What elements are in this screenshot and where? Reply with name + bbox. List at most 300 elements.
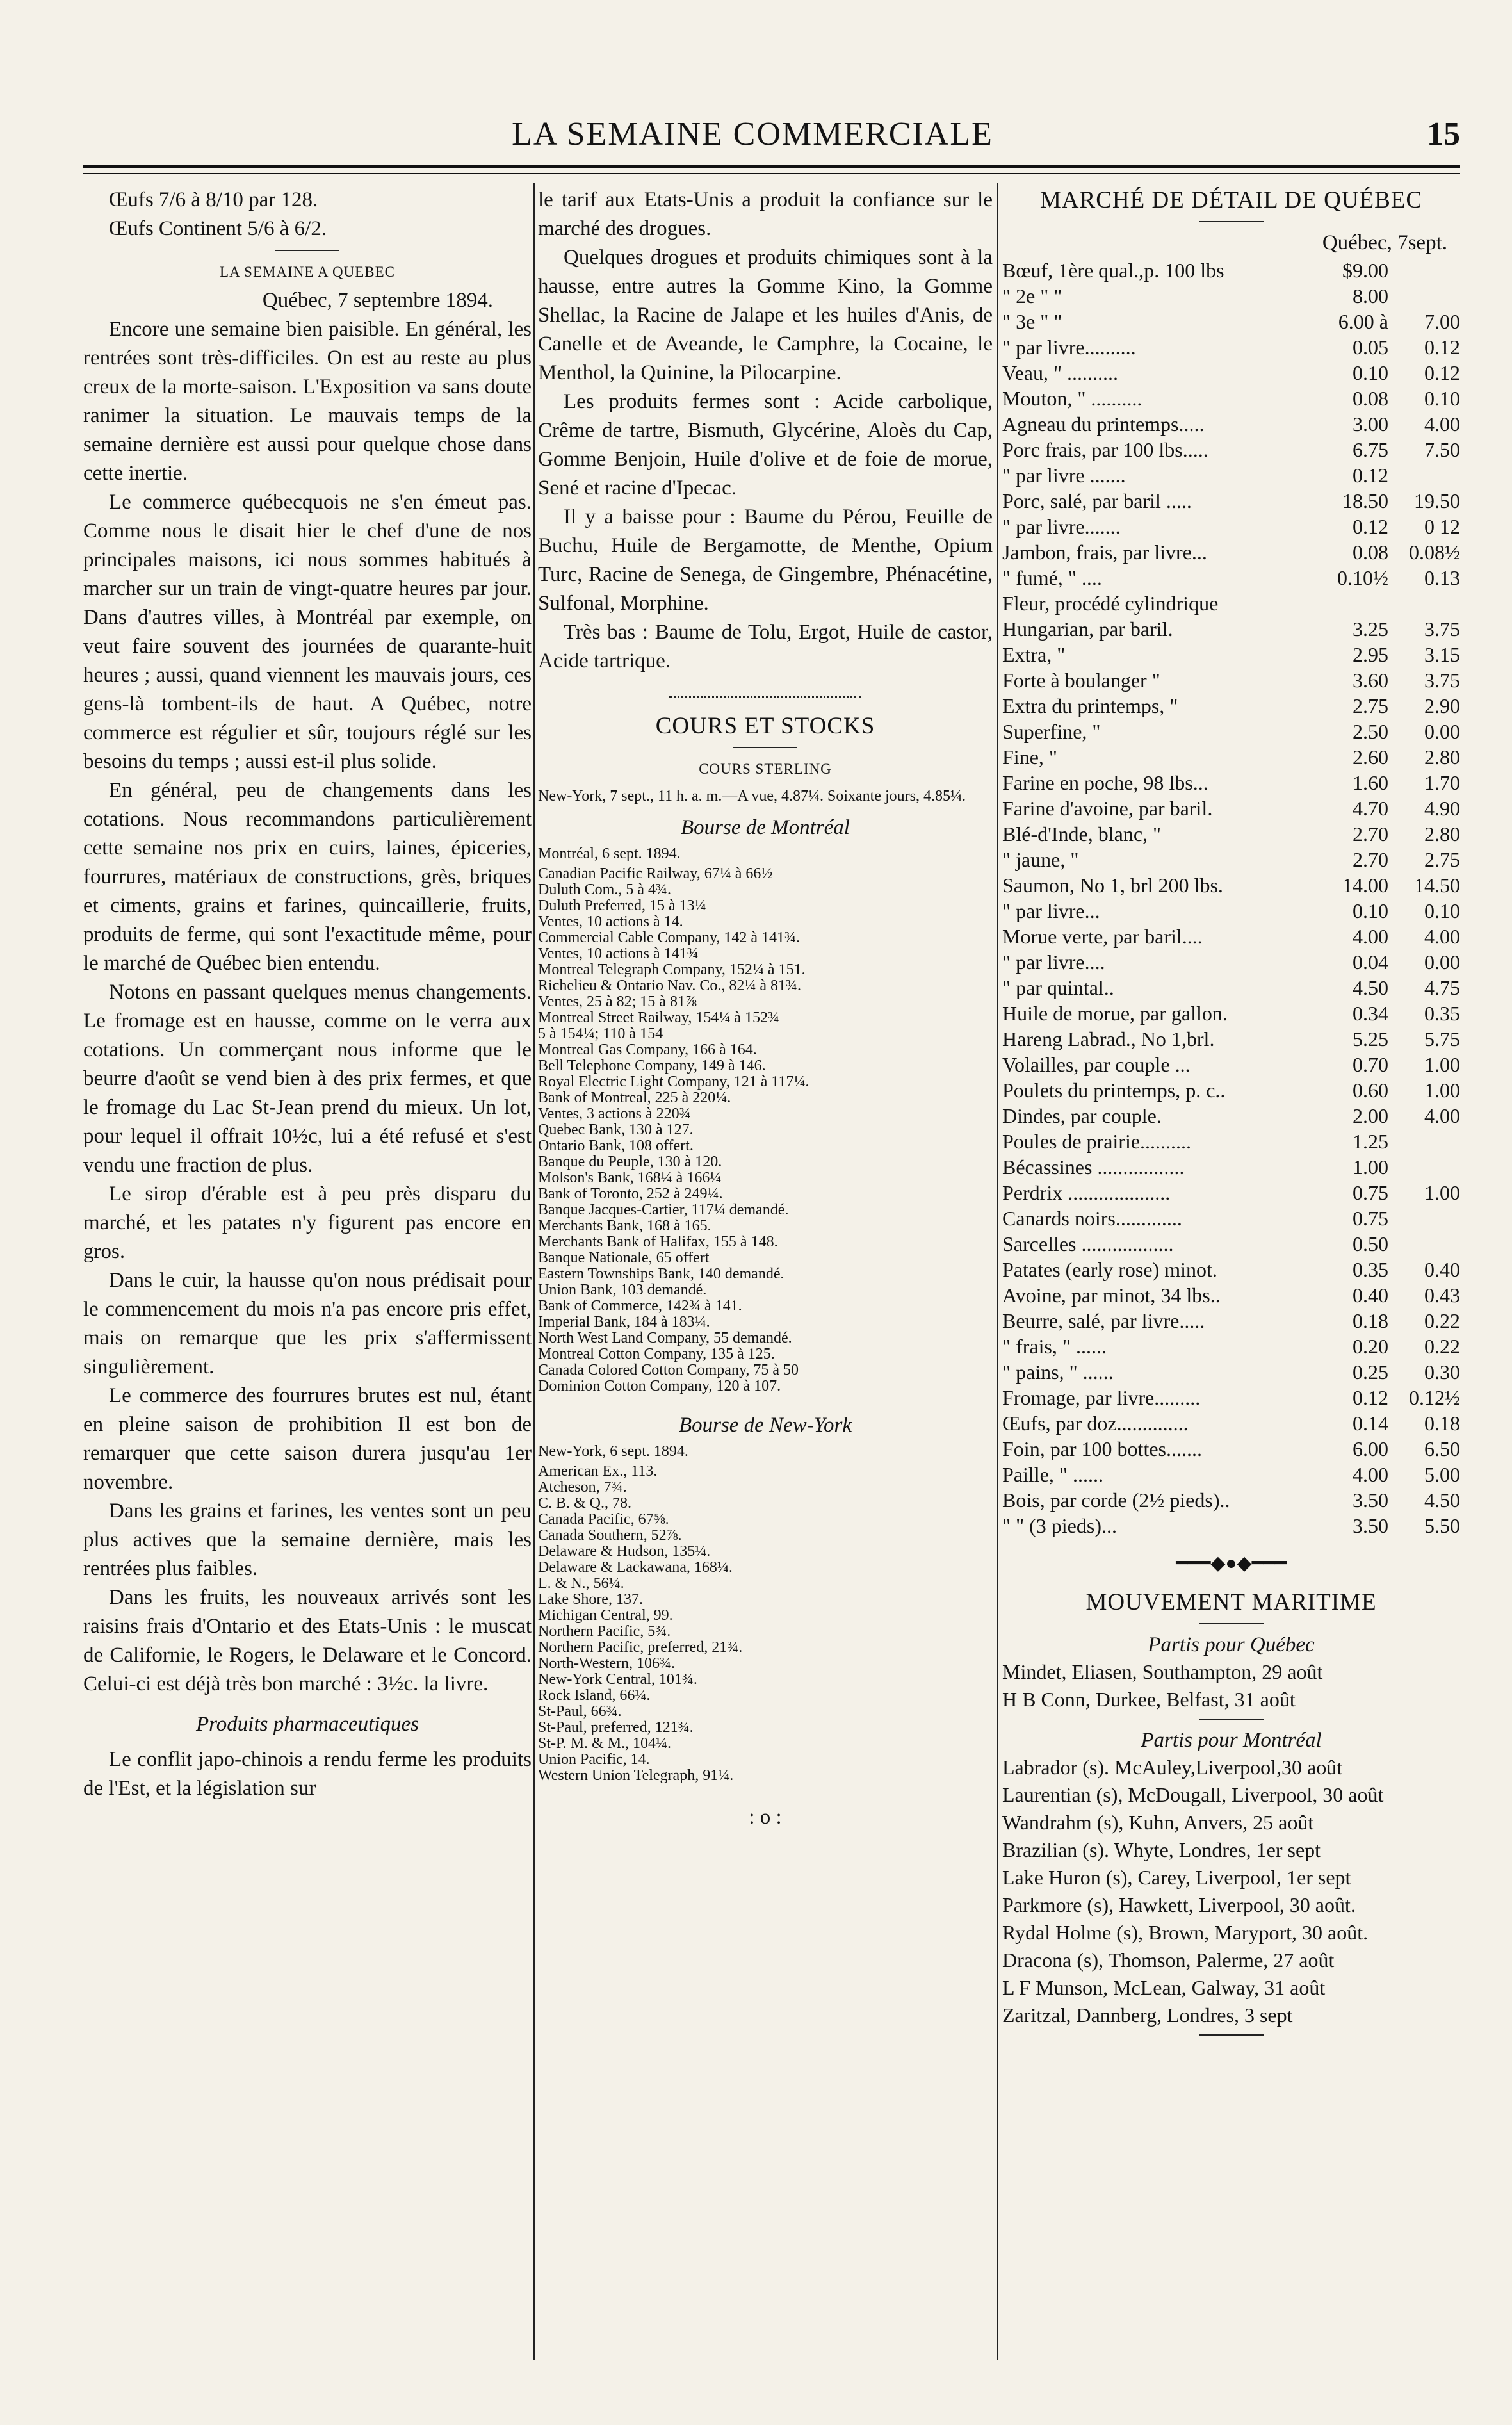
quote-line: American Ex., 113.	[538, 1463, 658, 1480]
price-row	[1002, 872, 1460, 898]
price-low: 0.60	[1353, 1079, 1388, 1102]
subsection-heading: COURS STERLING	[699, 761, 832, 777]
quote-line: Dominion Cotton Company, 120 à 107.	[538, 1378, 781, 1394]
price-low: 0.70	[1353, 1053, 1388, 1076]
price-low: 1.00	[1353, 1155, 1388, 1179]
quote-line: Banque Jacques-Cartier, 117¼ demandé.	[538, 1202, 789, 1218]
price-row	[1002, 565, 1460, 591]
price-row	[1002, 1487, 1460, 1513]
price-row	[1002, 770, 1460, 796]
price-item: Hungarian, par baril.	[1002, 617, 1173, 641]
price-row	[1002, 924, 1460, 949]
price-row	[1002, 975, 1460, 1000]
quote-line: Rock Island, 66¼.	[538, 1687, 651, 1704]
quote-line: Montreal Gas Company, 166 à 164.	[538, 1041, 757, 1058]
price-row	[1002, 1205, 1460, 1231]
paragraph: Il y a baisse pour : Baume du Pérou, Feuille de Buchu, Huile de Bergamotte, de Menthe, Opium Turc, Racine de Senega, de Gingembre, Phénacétine, Sulfonal, Morphine.	[538, 505, 993, 615]
quote-line: Montreal Street Railway, 154¼ à 152¾	[538, 1009, 780, 1026]
price-low: 0.50	[1353, 1232, 1388, 1255]
price-high	[1388, 1154, 1460, 1180]
price-item: Bois, par corde (2½ pieds)..	[1002, 1489, 1230, 1512]
price-row	[1002, 898, 1460, 924]
quote-line: Michigan Central, 99.	[538, 1607, 673, 1624]
column-1	[83, 186, 532, 1803]
quote-line: Bank of Montreal, 225 à 220¼.	[538, 1090, 731, 1106]
price-row	[1002, 488, 1460, 514]
price-high	[1388, 257, 1460, 283]
quote-line: Northern Pacific, preferred, 21¾.	[538, 1639, 743, 1656]
price-item: " par livre....	[1002, 951, 1105, 974]
quote-line: Richelieu & Ontario Nav. Co., 82¼ à 81¾.	[538, 977, 802, 994]
quote-line: Merchants Bank, 168 à 165.	[538, 1218, 711, 1234]
quote-line: North West Land Company, 55 demandé.	[538, 1330, 792, 1346]
sterling-text: New-York, 7 sept., 11 h. a. m.—A vue, 4.87¼. Soixante jours, 4.85¼.	[538, 788, 966, 804]
price-item: Forte à boulanger "	[1002, 669, 1160, 692]
subheading: Partis pour Québec	[1148, 1633, 1315, 1656]
column-3	[1002, 186, 1460, 2042]
price-item: Poulets du printemps, p. c..	[1002, 1079, 1226, 1102]
price-low: 3.50	[1353, 1489, 1388, 1512]
price-low: 2.60	[1353, 746, 1388, 769]
price-low: 0.10	[1353, 899, 1388, 922]
section-rule	[733, 747, 797, 748]
quote-line: Atcheson, 7¾.	[538, 1479, 627, 1496]
page-number: 15	[1427, 116, 1460, 152]
price-row	[1002, 1180, 1460, 1205]
price-low: 0.05	[1353, 336, 1388, 359]
price-low: 6.75	[1353, 438, 1388, 461]
price-low: 0.12	[1353, 515, 1388, 538]
price-row	[1002, 1257, 1460, 1282]
price-item: Morue verte, par baril....	[1002, 925, 1203, 948]
ornament-rule: ━━━◆●◆━━━	[1176, 1553, 1287, 1574]
ship-entry: Laurentian (s), McDougall, Liverpool, 30 août	[1002, 1783, 1384, 1806]
price-row	[1002, 539, 1460, 565]
price-low: 0.04	[1353, 951, 1388, 974]
price-row	[1002, 462, 1460, 488]
price-low: 6.00	[1353, 1437, 1388, 1460]
price-item: " 2e " "	[1002, 284, 1062, 307]
price-high: 7.00	[1424, 310, 1460, 333]
price-high: 0.22	[1424, 1309, 1460, 1332]
sterling-block	[538, 788, 993, 804]
paragraph: Les produits fermes sont : Acide carbolique, Crême de tartre, Bismuth, Glycérine, Aloès du Cap, Gomme Benjoin, Huile d'olive et de foie de morue, Sené et racine d'Ipecac.	[538, 390, 993, 500]
section-rule	[1199, 1623, 1264, 1624]
price-row	[1002, 616, 1460, 642]
quote-line: North-Western, 106¾.	[538, 1655, 676, 1672]
price-low: 8.00	[1353, 284, 1388, 307]
ship-entry: Wandrahm (s), Kuhn, Anvers, 25 août	[1002, 1811, 1314, 1834]
quote-line: Ventes, 10 actions à 14.	[538, 913, 683, 930]
price-high: 0.12½	[1409, 1386, 1460, 1409]
price-item: Dindes, par couple.	[1002, 1104, 1162, 1127]
price-low: 0.08	[1353, 541, 1388, 564]
price-high: 4.90	[1424, 797, 1460, 820]
price-high: 1.70	[1424, 771, 1460, 794]
price-row	[1002, 360, 1460, 386]
price-row	[1002, 1282, 1460, 1308]
quote-line: Union Bank, 103 demandé.	[538, 1282, 707, 1298]
quote-line: Eastern Townships Bank, 140 demandé.	[538, 1266, 784, 1282]
price-item: " jaune, "	[1002, 848, 1079, 871]
paragraph: Le conflit japo-chinois a rendu ferme les produits de l'Est, et la législation sur	[83, 1748, 532, 1800]
ship-entry: Zaritzal, Dannberg, Londres, 3 sept	[1002, 2004, 1293, 2027]
paragraph: Dans le cuir, la hausse qu'on nous prédisait pour le commencement du mois n'a pas encore pris effet, mais on remarque que les prix s'affermissent singulièrement.	[83, 1269, 532, 1378]
subheading: Produits pharmaceutiques	[196, 1713, 419, 1736]
section-rule	[1199, 2034, 1264, 2036]
price-low: 0.20	[1353, 1335, 1388, 1358]
section-heading: LA SEMAINE A QUEBEC	[220, 264, 395, 280]
price-high: 0.18	[1424, 1412, 1460, 1435]
price-item: Perdrix ....................	[1002, 1181, 1171, 1204]
price-item: Foin, par 100 bottes.......	[1002, 1437, 1202, 1460]
quote-line: C. B. & Q., 78.	[538, 1495, 632, 1512]
price-row	[1002, 642, 1460, 667]
price-item: " par livre.......	[1002, 515, 1121, 538]
price-row	[1002, 847, 1460, 872]
price-low: 3.60	[1353, 669, 1388, 692]
price-low: 2.50	[1353, 720, 1388, 743]
price-high: 5.75	[1424, 1027, 1460, 1050]
price-high: 4.75	[1424, 976, 1460, 999]
price-row	[1002, 1000, 1460, 1026]
price-high: 2.90	[1424, 694, 1460, 717]
price-item: " pains, " ......	[1002, 1360, 1114, 1384]
price-row	[1002, 796, 1460, 821]
price-high: 4.50	[1424, 1489, 1460, 1512]
quote-line: Western Union Telegraph, 91¼.	[538, 1767, 734, 1784]
price-high: 5.50	[1424, 1514, 1460, 1537]
price-row	[1002, 591, 1460, 616]
price-high	[1388, 591, 1460, 616]
price-low: 14.00	[1342, 874, 1388, 897]
quote-line: Montreal Cotton Company, 135 à 125.	[538, 1346, 775, 1362]
oeufs-line-1: Œufs 7/6 à 8/10 par 128.	[109, 188, 318, 211]
price-low: 0.10	[1353, 361, 1388, 384]
ship-entry: Brazilian (s). Whyte, Londres, 1er sept	[1002, 1838, 1321, 1861]
price-item: Farine en poche, 98 lbs...	[1002, 771, 1208, 794]
subheading: Bourse de Montréal	[681, 816, 850, 839]
price-high: 1.00	[1424, 1181, 1460, 1204]
price-item: Poules de prairie..........	[1002, 1130, 1192, 1153]
price-low: 2.00	[1353, 1104, 1388, 1127]
quote-line: Delaware & Lackawana, 168¼.	[538, 1559, 733, 1576]
price-low: 0.35	[1353, 1258, 1388, 1281]
section-heading: COURS ET STOCKS	[655, 713, 875, 739]
quote-line: Bank of Toronto, 252 à 249¼.	[538, 1186, 723, 1202]
quote-line: St-Paul, preferred, 121¾.	[538, 1719, 694, 1736]
price-row	[1002, 386, 1460, 411]
price-high: 0.08½	[1409, 541, 1460, 564]
quote-line: Bank of Commerce, 142¾ à 141.	[538, 1298, 742, 1314]
wavy-rule	[669, 690, 861, 698]
price-high: 4.00	[1424, 925, 1460, 948]
quote-line: Banque du Peuple, 130 à 120.	[538, 1154, 722, 1170]
price-low: 2.95	[1353, 643, 1388, 666]
price-item: Huile de morue, par gallon.	[1002, 1002, 1228, 1025]
quote-line: Duluth Com., 5 à 4¾.	[538, 881, 671, 898]
ship-entry: Lake Huron (s), Carey, Liverpool, 1er sept	[1002, 1866, 1351, 1889]
price-item: Extra, "	[1002, 643, 1066, 666]
price-high: 0.00	[1424, 951, 1460, 974]
price-low: 18.50	[1342, 489, 1388, 512]
price-row	[1002, 309, 1460, 334]
column-divider-1	[533, 183, 535, 2360]
price-high: 5.00	[1424, 1463, 1460, 1486]
ship-entry: Labrador (s). McAuley,Liverpool,30 août	[1002, 1756, 1343, 1779]
ship-entry: Dracona (s), Thomson, Palerme, 27 août	[1002, 1948, 1335, 1972]
price-item: " par livre...	[1002, 899, 1100, 922]
price-high: 3.15	[1424, 643, 1460, 666]
price-item: Canards noirs.............	[1002, 1207, 1182, 1230]
price-high	[1388, 1129, 1460, 1154]
paragraph: Dans les fruits, les nouveaux arrivés sont les raisins frais d'Ontario et des Etats-Unis : le muscat de Californie, le Rogers, le Delaware et le Concord. Celui-ci est déjà très bon marché : 3½c. la livre.	[83, 1586, 532, 1695]
price-low: 4.00	[1353, 1463, 1388, 1486]
quote-line: St-P. M. & M., 104¼.	[538, 1735, 672, 1752]
quote-line: Ventes, 10 actions à 141¾	[538, 945, 699, 962]
price-high: 2.80	[1424, 746, 1460, 769]
paragraph: Notons en passant quelques menus changements. Le fromage est en hausse, comme on le verra aux cotations. Un commerçant nous informe que le beurre d'août se vend bien à des prix fermes, et que le fromage du Lac St-Jean prend du mieux. Un lot, pour lequel il offrait 10½c, lui a été refusé et s'est vendu une fraction de plus.	[83, 981, 532, 1177]
price-high: 0.43	[1424, 1284, 1460, 1307]
price-item: Volailles, par couple ...	[1002, 1053, 1191, 1076]
price-low: 0.12	[1353, 464, 1388, 487]
paragraph: Encore une semaine bien paisible. En général, les rentrées sont très-difficiles. On est au reste au plus creux de la morte-saison. L'Exposition va sans doute ranimer la situation. Le mauvais temps de la semaine dernière est aussi pour quelque chose dans cette inertie.	[83, 318, 532, 485]
end-mark: : o :	[749, 1806, 782, 1829]
price-low: 0.34	[1353, 1002, 1388, 1025]
price-row	[1002, 1513, 1460, 1539]
price-high: 3.75	[1424, 669, 1460, 692]
price-item: Paille, " ......	[1002, 1463, 1103, 1486]
price-low: 0.40	[1353, 1284, 1388, 1307]
price-low: $9.00	[1342, 259, 1388, 282]
price-low: 0.14	[1353, 1412, 1388, 1435]
montreal-quotes	[538, 866, 993, 1394]
price-row	[1002, 1334, 1460, 1359]
price-item: " frais, " ......	[1002, 1335, 1107, 1358]
price-high: 14.50	[1414, 874, 1460, 897]
price-item: Porc, salé, par baril .....	[1002, 489, 1192, 512]
ships-to-montreal	[1002, 1755, 1460, 2028]
price-high: 6.50	[1424, 1437, 1460, 1460]
price-low	[1317, 591, 1388, 616]
ship-entry: H B Conn, Durkee, Belfast, 31 août	[1002, 1688, 1296, 1711]
price-item: Fromage, par livre.........	[1002, 1386, 1201, 1409]
subheading: Bourse de New-York	[678, 1414, 852, 1437]
price-item: Saumon, No 1, brl 200 lbs.	[1002, 874, 1223, 897]
section-rule	[1199, 1719, 1264, 1720]
price-high: 4.00	[1424, 412, 1460, 436]
price-item: Agneau du printemps.....	[1002, 412, 1205, 436]
quote-line: Merchants Bank of Halifax, 155 à 148.	[538, 1234, 778, 1250]
price-item: " par quintal..	[1002, 976, 1114, 999]
price-row	[1002, 1129, 1460, 1154]
quote-line: Banque Nationale, 65 offert	[538, 1250, 710, 1266]
running-title: LA SEMAINE COMMERCIALE	[512, 116, 993, 152]
price-item: " par livre .......	[1002, 464, 1126, 487]
quote-line: Duluth Preferred, 15 à 13¼	[538, 897, 706, 914]
price-row	[1002, 283, 1460, 309]
price-high: 3.75	[1424, 617, 1460, 641]
quote-line: Bell Telephone Company, 149 à 146.	[538, 1057, 766, 1074]
price-high: 0.40	[1424, 1258, 1460, 1281]
paragraph: Très bas : Baume de Tolu, Ergot, Huile de castor, Acide tartrique.	[538, 621, 993, 673]
paragraph: Quelques drogues et produits chimiques sont à la hausse, entre autres la Gomme Kino, la Gomme Shellac, la Racine de Jalape et les huiles d'Anis, de Canelle et de Aveande, le Camphre, la Cocaine, le Menthol, la Quinine, la Pilocarpine.	[538, 246, 993, 384]
price-high: 0.12	[1424, 336, 1460, 359]
price-row	[1002, 1077, 1460, 1103]
price-row	[1002, 1026, 1460, 1052]
price-low: 0.08	[1353, 387, 1388, 410]
price-row	[1002, 1410, 1460, 1436]
price-row	[1002, 1359, 1460, 1385]
price-item: Bœuf, 1ère qual.,p. 100 lbs	[1002, 259, 1224, 282]
price-low: 1.25	[1353, 1130, 1388, 1153]
page-header	[45, 115, 1460, 160]
price-high	[1388, 462, 1460, 488]
price-low: 2.70	[1353, 822, 1388, 845]
price-low: 3.00	[1353, 412, 1388, 436]
quote-line: Canada Southern, 52⅞.	[538, 1527, 682, 1544]
price-high: 0.13	[1424, 566, 1460, 589]
price-row	[1002, 1308, 1460, 1334]
price-high: 0.10	[1424, 387, 1460, 410]
subheading: Partis pour Montréal	[1141, 1729, 1322, 1752]
price-high: 0.10	[1424, 899, 1460, 922]
column-divider-2	[997, 183, 998, 2360]
price-low: 2.75	[1353, 694, 1388, 717]
quote-line: Ventes, 3 actions à 220¾	[538, 1106, 691, 1122]
price-low: 0.18	[1353, 1309, 1388, 1332]
price-item: Jambon, frais, par livre...	[1002, 541, 1207, 564]
price-low: 4.00	[1353, 925, 1388, 948]
quote-line: Quebec Bank, 130 à 127.	[538, 1122, 694, 1138]
quote-line: Royal Electric Light Company, 121 à 117¼.	[538, 1074, 809, 1090]
quote-line: L. & N., 56¼.	[538, 1575, 624, 1592]
price-low: 0.75	[1353, 1207, 1388, 1230]
quote-line: Northern Pacific, 5¾.	[538, 1623, 671, 1640]
quote-line: Delaware & Hudson, 135¼.	[538, 1543, 711, 1560]
price-row	[1002, 411, 1460, 437]
price-low: 4.70	[1353, 797, 1388, 820]
price-high: 1.00	[1424, 1053, 1460, 1076]
price-row	[1002, 257, 1460, 283]
price-low: 4.50	[1353, 976, 1388, 999]
price-low: 2.70	[1353, 848, 1388, 871]
quote-line: Lake Shore, 137.	[538, 1591, 643, 1608]
price-high: 0.12	[1424, 361, 1460, 384]
price-item: Hareng Labrad., No 1,brl.	[1002, 1027, 1215, 1050]
section-heading: MARCHÉ DE DÉTAIL DE QUÉBEC	[1039, 187, 1423, 213]
price-row	[1002, 1462, 1460, 1487]
quote-line: Montreal Telegraph Company, 152¼ à 151.	[538, 961, 806, 978]
price-row	[1002, 1154, 1460, 1180]
price-high: 0.35	[1424, 1002, 1460, 1025]
ship-entry: Parkmore (s), Hawkett, Liverpool, 30 août.	[1002, 1893, 1356, 1916]
price-row	[1002, 437, 1460, 462]
price-high: 1.00	[1424, 1079, 1460, 1102]
quote-line: Ventes, 25 à 82; 15 à 81⅞	[538, 993, 697, 1010]
new-york-quotes	[538, 1464, 993, 1784]
price-item: Beurre, salé, par livre.....	[1002, 1309, 1205, 1332]
ship-entry: Rydal Holme (s), Brown, Maryport, 30 août.	[1002, 1921, 1369, 1944]
dateline: Québec, 7sept.	[1322, 231, 1447, 254]
price-item: Superfine, "	[1002, 720, 1101, 743]
price-row	[1002, 949, 1460, 975]
price-item: " par livre..........	[1002, 336, 1136, 359]
price-high: 2.75	[1424, 848, 1460, 871]
price-high	[1388, 283, 1460, 309]
quote-line: Ontario Bank, 108 offert.	[538, 1138, 694, 1154]
price-row	[1002, 1436, 1460, 1462]
paragraph: Dans les grains et farines, les ventes sont un peu plus actives que la semaine dernière, mais les rentrées plus faibles.	[83, 1499, 532, 1580]
price-low: 0.25	[1353, 1360, 1388, 1384]
price-item: Mouton, " ..........	[1002, 387, 1142, 410]
price-low: 0.10½	[1337, 566, 1388, 589]
dateline: Montréal, 6 sept. 1894.	[538, 845, 681, 862]
price-row	[1002, 667, 1460, 693]
price-row	[1002, 1385, 1460, 1410]
paragraph: Le commerce des fourrures brutes est nul, étant en pleine saison de prohibition Il est bon de remarquer que cette saison durera jusqu'au 1er novembre.	[83, 1384, 532, 1494]
quote-line: 5 à 154¼; 110 à 154	[538, 1025, 663, 1042]
price-row	[1002, 719, 1460, 744]
price-low: 0.12	[1353, 1386, 1388, 1409]
section-rule	[275, 250, 339, 251]
price-high: 19.50	[1414, 489, 1460, 512]
section-rule	[1199, 221, 1264, 222]
ship-entry: Mindet, Eliasen, Southampton, 29 août	[1002, 1660, 1323, 1683]
paragraph: le tarif aux Etats-Unis a produit la confiance sur le marché des drogues.	[538, 188, 993, 240]
header-rule	[83, 165, 1460, 168]
price-high	[1388, 1205, 1460, 1231]
price-item: Veau, " ..........	[1002, 361, 1119, 384]
price-item: Extra du printemps, "	[1002, 694, 1178, 717]
paragraph: En général, peu de changements dans les cotations. Nous recommandons particulièrement cette semaine nos prix en cuirs, laines, épiceries, fourrures, matériaux de constructions, grès, briques et ciments, grains et farines, quincaillerie, fruits, produits de ferme, qui sont l'exactitude même, pour le marché de Québec bien entendu.	[83, 779, 532, 975]
price-row	[1002, 334, 1460, 360]
section-heading: MOUVEMENT MARITIME	[1085, 1589, 1377, 1615]
quote-line: Canada Pacific, 67⅝.	[538, 1511, 669, 1528]
price-item: Œufs, par doz..............	[1002, 1412, 1189, 1435]
price-item: Porc frais, par 100 lbs.....	[1002, 438, 1208, 461]
price-table	[1002, 257, 1460, 1539]
price-low: 0.75	[1353, 1181, 1388, 1204]
price-item: Fine, "	[1002, 746, 1057, 769]
quote-line: Commercial Cable Company, 142 à 141¾.	[538, 929, 801, 946]
oeufs-line-2: Œufs Continent 5/6 à 6/2.	[109, 217, 327, 240]
ships-to-quebec	[1002, 1660, 1460, 1712]
price-item: Patates (early rose) minot.	[1002, 1258, 1217, 1281]
price-row	[1002, 1052, 1460, 1077]
price-item: Farine d'avoine, par baril.	[1002, 797, 1213, 820]
paragraph: Le sirop d'érable est à peu près disparu du marché, et les patates n'y figurent pas encore en gros.	[83, 1182, 532, 1263]
price-low: 5.25	[1353, 1027, 1388, 1050]
dateline: New-York, 6 sept. 1894.	[538, 1443, 688, 1460]
price-high: 0.22	[1424, 1335, 1460, 1358]
ship-entry: L F Munson, McLean, Galway, 31 août	[1002, 1976, 1326, 1999]
price-item: Sarcelles ..................	[1002, 1232, 1174, 1255]
price-high: 7.50	[1424, 438, 1460, 461]
price-item: " fumé, " ....	[1002, 566, 1102, 589]
dateline: Québec, 7 septembre 1894.	[262, 289, 493, 312]
quote-line: St-Paul, 66¾.	[538, 1703, 622, 1720]
price-row	[1002, 514, 1460, 539]
quote-line: Union Pacific, 14.	[538, 1751, 650, 1768]
price-low: 3.25	[1353, 617, 1388, 641]
quote-line: Molson's Bank, 168¼ à 166¼	[538, 1170, 722, 1186]
price-row	[1002, 693, 1460, 719]
column-2	[538, 186, 993, 1832]
price-low: 3.50	[1353, 1514, 1388, 1537]
price-item: Fleur, procédé cylindrique	[1002, 592, 1219, 615]
price-high: 0 12	[1424, 515, 1460, 538]
